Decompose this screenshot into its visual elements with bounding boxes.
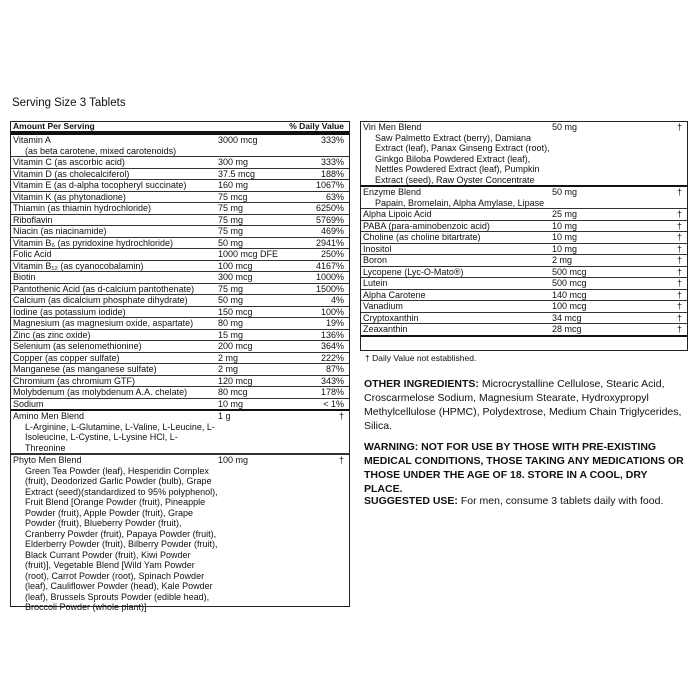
nutrient-daily-value: 188%: [320, 168, 344, 179]
supplement-facts-left-panel: [10, 121, 350, 612]
nutrient-daily-value: †: [676, 187, 682, 197]
nutrient-amount: 10 mg: [218, 398, 244, 409]
nutrient-daily-value: 19%: [325, 318, 344, 328]
suggested-use-label: SUGGESTED USE:: [364, 495, 458, 507]
nutrient-name: Alpha Lipoic Acid: [363, 209, 432, 219]
nutrient-row: [361, 221, 687, 233]
nutrient-row: [11, 307, 349, 319]
phyto-blend-dv: †: [338, 455, 344, 465]
amino-men-blend-row: [11, 411, 349, 454]
nutrient-amount: 15 mg: [218, 329, 244, 340]
nutrient-amount: 75 mg: [218, 283, 244, 294]
nutrient-name: Vitamin E (as d-alpha tocopheryl succinate): [13, 180, 187, 190]
nutrient-row: [361, 313, 687, 325]
nutrient-daily-value: †: [676, 220, 682, 231]
nutrient-row: [11, 364, 349, 376]
nutrient-row: [361, 122, 687, 187]
right-nutrient-rows: [361, 122, 687, 337]
nutrient-amount: 2 mg: [218, 364, 239, 374]
nutrient-amount: 37.5 mcg: [218, 168, 256, 179]
nutrient-amount: 160 mg: [218, 180, 249, 190]
nutrient-daily-value: 2941%: [315, 237, 344, 248]
nutrient-daily-value: 250%: [320, 249, 344, 259]
nutrient-amount: 300 mcg: [218, 272, 253, 282]
nutrient-name: Vitamin B₆ (as pyridoxine hydrochloride): [13, 237, 174, 248]
nutrient-daily-value: 333%: [320, 135, 344, 145]
nutrient-row: [11, 341, 349, 353]
nutrient-row: [11, 203, 349, 215]
nutrient-daily-value: 4167%: [315, 260, 344, 271]
nutrient-amount: 10 mg: [552, 232, 578, 242]
nutrient-row: [11, 192, 349, 204]
nutrient-daily-value: 364%: [320, 341, 344, 351]
nutrient-daily-value: 5769%: [315, 214, 344, 225]
nutrient-amount: 75 mg: [218, 203, 244, 213]
nutrient-amount: 120 mcg: [218, 375, 253, 386]
nutrient-daily-value: 469%: [320, 226, 344, 236]
nutrient-name: Cryptoxanthin: [363, 312, 419, 323]
nutrient-amount: 500 mcg: [552, 278, 587, 288]
suggested-use: [364, 494, 684, 508]
supplement-facts-right-panel: [360, 121, 688, 351]
nutrient-amount: 25 mg: [552, 209, 578, 219]
nutrient-daily-value: 1067%: [315, 180, 344, 190]
nutrient-amount: 50 mg: [218, 295, 244, 305]
nutrient-row: [361, 324, 687, 337]
nutrient-amount: 80 mg: [218, 318, 244, 328]
nutrient-name: Inositol: [363, 243, 392, 254]
nutrient-daily-value: 1500%: [315, 283, 344, 294]
nutrient-amount: 500 mcg: [552, 266, 587, 277]
nutrient-amount: 1000 mcg DFE: [218, 249, 279, 259]
nutrient-amount: 80 mcg: [218, 387, 248, 397]
nutrient-name: Vanadium: [363, 301, 403, 311]
nutrient-name: Folic Acid: [13, 249, 52, 259]
nutrient-row: [11, 226, 349, 238]
nutrient-row: [11, 399, 349, 412]
nutrient-row: [11, 169, 349, 181]
nutrient-daily-value: 222%: [320, 352, 344, 363]
nutrient-row: [11, 318, 349, 330]
other-ingredients-label: OTHER INGREDIENTS:: [364, 378, 479, 390]
nutrient-daily-value: †: [676, 324, 682, 334]
nutrient-name: Boron: [363, 255, 388, 265]
nutrient-amount: 100 mcg: [218, 260, 253, 271]
nutrient-daily-value: 1000%: [315, 272, 344, 282]
other-ingredients-text: Microcrystalline Cellulose, Stearic Acid, Croscarmelose Sodium, Magnesium Stearate, Hydroxypropyl Methylcellulose (HPMC), Polydextrose, Medium Chain Triglycerides, Silica.: [364, 378, 682, 432]
nutrient-name: PABA (para-aminobenzoic acid): [363, 220, 490, 231]
nutrient-amount: 75 mg: [218, 214, 244, 225]
nutrient-row: [11, 157, 349, 169]
nutrient-row: [361, 255, 687, 267]
nutrient-name: Magnesium (as magnesium oxide, aspartate): [13, 318, 194, 328]
nutrient-daily-value: < 1%: [323, 398, 344, 409]
nutrient-daily-value: 6250%: [315, 203, 344, 213]
nutrient-name: Vitamin K (as phytonadione): [13, 191, 126, 202]
nutrient-row: [361, 278, 687, 290]
daily-value-note: † Daily Value not established.: [365, 353, 477, 363]
nutrient-row: [361, 267, 687, 279]
nutrient-detail: Papain, Bromelain, Alpha Amylase, Lipase: [375, 197, 545, 208]
nutrient-amount: 2 mg: [218, 352, 239, 363]
nutrient-amount: 300 mg: [218, 157, 249, 167]
nutrient-name: Alpha Carotene: [363, 289, 426, 300]
nutrient-name: Iodine (as potassium iodide): [13, 306, 126, 317]
nutrient-name: Vitamin C (as ascorbic acid): [13, 157, 125, 167]
table-header: [11, 122, 349, 135]
nutrient-row: [11, 376, 349, 388]
nutrient-name: Lutein: [363, 278, 388, 288]
phyto-men-blend-row: [11, 454, 349, 613]
nutrient-name: Chromium (as chromium GTF): [13, 375, 136, 386]
daily-value-header: % Daily Value: [289, 121, 344, 132]
nutrient-amount: 75 mg: [218, 226, 244, 236]
nutrient-row: [11, 353, 349, 365]
phyto-blend-amount: 100 mg: [218, 455, 249, 465]
nutrient-amount: 10 mg: [552, 243, 578, 254]
nutrient-name: Viri Men Blend: [363, 122, 422, 132]
nutrient-amount: 50 mg: [552, 122, 578, 132]
nutrient-daily-value: †: [676, 122, 682, 132]
nutrient-row: [11, 238, 349, 250]
nutrient-row: [361, 232, 687, 244]
nutrient-name: Zinc (as zinc oxide): [13, 329, 91, 340]
phyto-blend-ingredients: Green Tea Powder (leaf), Hesperidin Complex (fruit), Deodorized Garlic Powder (bulb), Grape Extract (seed)(standardized to 95% polyphenol), Fruit Blend [Orange Powder (fruit), Pineapple Powder (fruit), Apple Powder (fruit), Grape Powder (fruit), Blueberry Powder (fruit), Cranberry Powder (fruit), Papaya Powder (fruit), Elderberry Powder (fruit), Bilberry Powder (fruit), Black Currant Powder (fruit), Kiwi Powder (fruit)], Vegetable Blend [Wild Yam Powder (root), Carrot Powder (root), Spinach Powder (leaf), Cauliflower Powder (head), Kale Powder (leaf), Brussels Sprouts Powder (edible head), Broccoli Powder (whole plant)]: [25, 465, 218, 612]
nutrient-daily-value: 343%: [320, 375, 344, 386]
nutrient-amount: 10 mg: [552, 220, 578, 231]
nutrient-amount: 75 mcg: [218, 191, 248, 202]
nutrient-daily-value: 63%: [325, 191, 344, 202]
nutrient-amount: 3000 mcg: [218, 135, 258, 145]
nutrient-row: [11, 261, 349, 273]
nutrient-row: [361, 301, 687, 313]
nutrient-row: [11, 295, 349, 307]
other-ingredients: [364, 377, 684, 433]
nutrient-amount: 150 mcg: [218, 306, 253, 317]
nutrient-amount: 140 mcg: [552, 289, 587, 300]
nutrient-detail: Saw Palmetto Extract (berry), Damiana Extract (leaf), Panax Ginseng Extract (root), Ginkgo Biloba Powdered Extract (leaf), Nettles Powdered Extract (leaf), Pumpkin Extract (seed), Raw Oyster Concentrate: [375, 132, 550, 185]
nutrient-name: Biotin: [13, 272, 36, 282]
nutrient-daily-value: †: [676, 278, 682, 288]
nutrient-daily-value: 100%: [320, 306, 344, 317]
nutrient-name: Niacin (as niacinamide): [13, 226, 107, 236]
nutrient-detail: (as beta carotene, mixed carotenoids): [25, 145, 177, 156]
nutrient-name: Vitamin B₁₂ (as cyanocobalamin): [13, 260, 144, 271]
nutrient-amount: 2 mg: [552, 255, 573, 265]
phyto-blend-name: Phyto Men Blend: [13, 455, 82, 465]
nutrient-amount: 200 mcg: [218, 341, 253, 351]
nutrient-name: Thiamin (as thiamin hydrochloride): [13, 203, 152, 213]
nutrient-daily-value: †: [676, 289, 682, 300]
nutrient-name: Enzyme Blend: [363, 187, 422, 197]
nutrient-row: [11, 180, 349, 192]
amino-blend-amount: 1 g: [218, 411, 231, 421]
nutrient-name: Manganese (as manganese sulfate): [13, 364, 157, 374]
nutrient-daily-value: †: [676, 243, 682, 254]
nutrient-name: Calcium (as dicalcium phosphate dihydrate): [13, 295, 188, 305]
nutrient-name: Sodium: [13, 398, 44, 409]
serving-size: Serving Size 3 Tablets: [12, 97, 126, 109]
nutrient-name: Vitamin A: [13, 135, 51, 145]
nutrient-daily-value: †: [676, 209, 682, 219]
nutrient-daily-value: 136%: [320, 329, 344, 340]
nutrient-name: Copper (as copper sulfate): [13, 352, 120, 363]
nutrient-daily-value: 87%: [325, 364, 344, 374]
nutrient-row: [11, 330, 349, 342]
nutrient-row: [11, 135, 349, 157]
nutrient-row: [361, 244, 687, 256]
nutrient-name: Choline (as choline bitartrate): [363, 232, 481, 242]
nutrient-daily-value: †: [676, 255, 682, 265]
amino-blend-name: Amino Men Blend: [13, 411, 85, 421]
nutrient-row: [11, 387, 349, 399]
nutrient-daily-value: †: [676, 312, 682, 323]
nutrient-row: [11, 272, 349, 284]
nutrient-amount: 28 mcg: [552, 324, 582, 334]
nutrient-name: Selenium (as selenomethionine): [13, 341, 142, 351]
nutrient-amount: 100 mcg: [552, 301, 587, 311]
nutrient-daily-value: 178%: [320, 387, 344, 397]
nutrient-daily-value: †: [676, 301, 682, 311]
left-nutrient-rows: [11, 135, 349, 411]
amount-per-serving-header: Amount Per Serving: [13, 121, 95, 132]
amino-blend-ingredients: L-Arginine, L-Glutamine, L-Valine, L-Leucine, L-Isoleucine, L-Cystine, L-Lysine HCl, L-Threonine: [25, 421, 215, 453]
nutrient-name: Vitamin D (as cholecalciferol): [13, 168, 130, 179]
nutrient-row: [11, 249, 349, 261]
nutrient-name: Lycopene (Lyc-O-Mato®): [363, 266, 464, 277]
nutrient-name: Molybdenum (as molybdenum A.A. chelate): [13, 387, 188, 397]
nutrient-row: [361, 209, 687, 221]
amino-blend-dv: †: [338, 411, 344, 421]
nutrient-row: [361, 187, 687, 209]
nutrient-amount: 50 mg: [218, 237, 244, 248]
nutrient-row: [11, 215, 349, 227]
nutrient-name: Zeaxanthin: [363, 324, 408, 334]
nutrient-row: [361, 290, 687, 302]
nutrient-daily-value: 4%: [330, 295, 344, 305]
nutrient-daily-value: †: [676, 232, 682, 242]
nutrient-row: [11, 284, 349, 296]
nutrient-daily-value: 333%: [320, 157, 344, 167]
nutrient-amount: 34 mcg: [552, 312, 582, 323]
nutrient-daily-value: †: [676, 266, 682, 277]
nutrient-amount: 50 mg: [552, 187, 578, 197]
nutrient-name: Pantothenic Acid (as d-calcium pantothenate): [13, 283, 195, 294]
warning-text: WARNING: NOT FOR USE BY THOSE WITH PRE-EXISTING MEDICAL CONDITIONS, THOSE TAKING ANY MEDICATIONS OR THOSE UNDER THE AGE OF 18. STORE IN A COOL, DRY PLACE.: [364, 441, 684, 495]
suggested-use-text: For men, consume 3 tablets daily with food.: [457, 495, 664, 507]
nutrient-name: Riboflavin: [13, 214, 53, 225]
